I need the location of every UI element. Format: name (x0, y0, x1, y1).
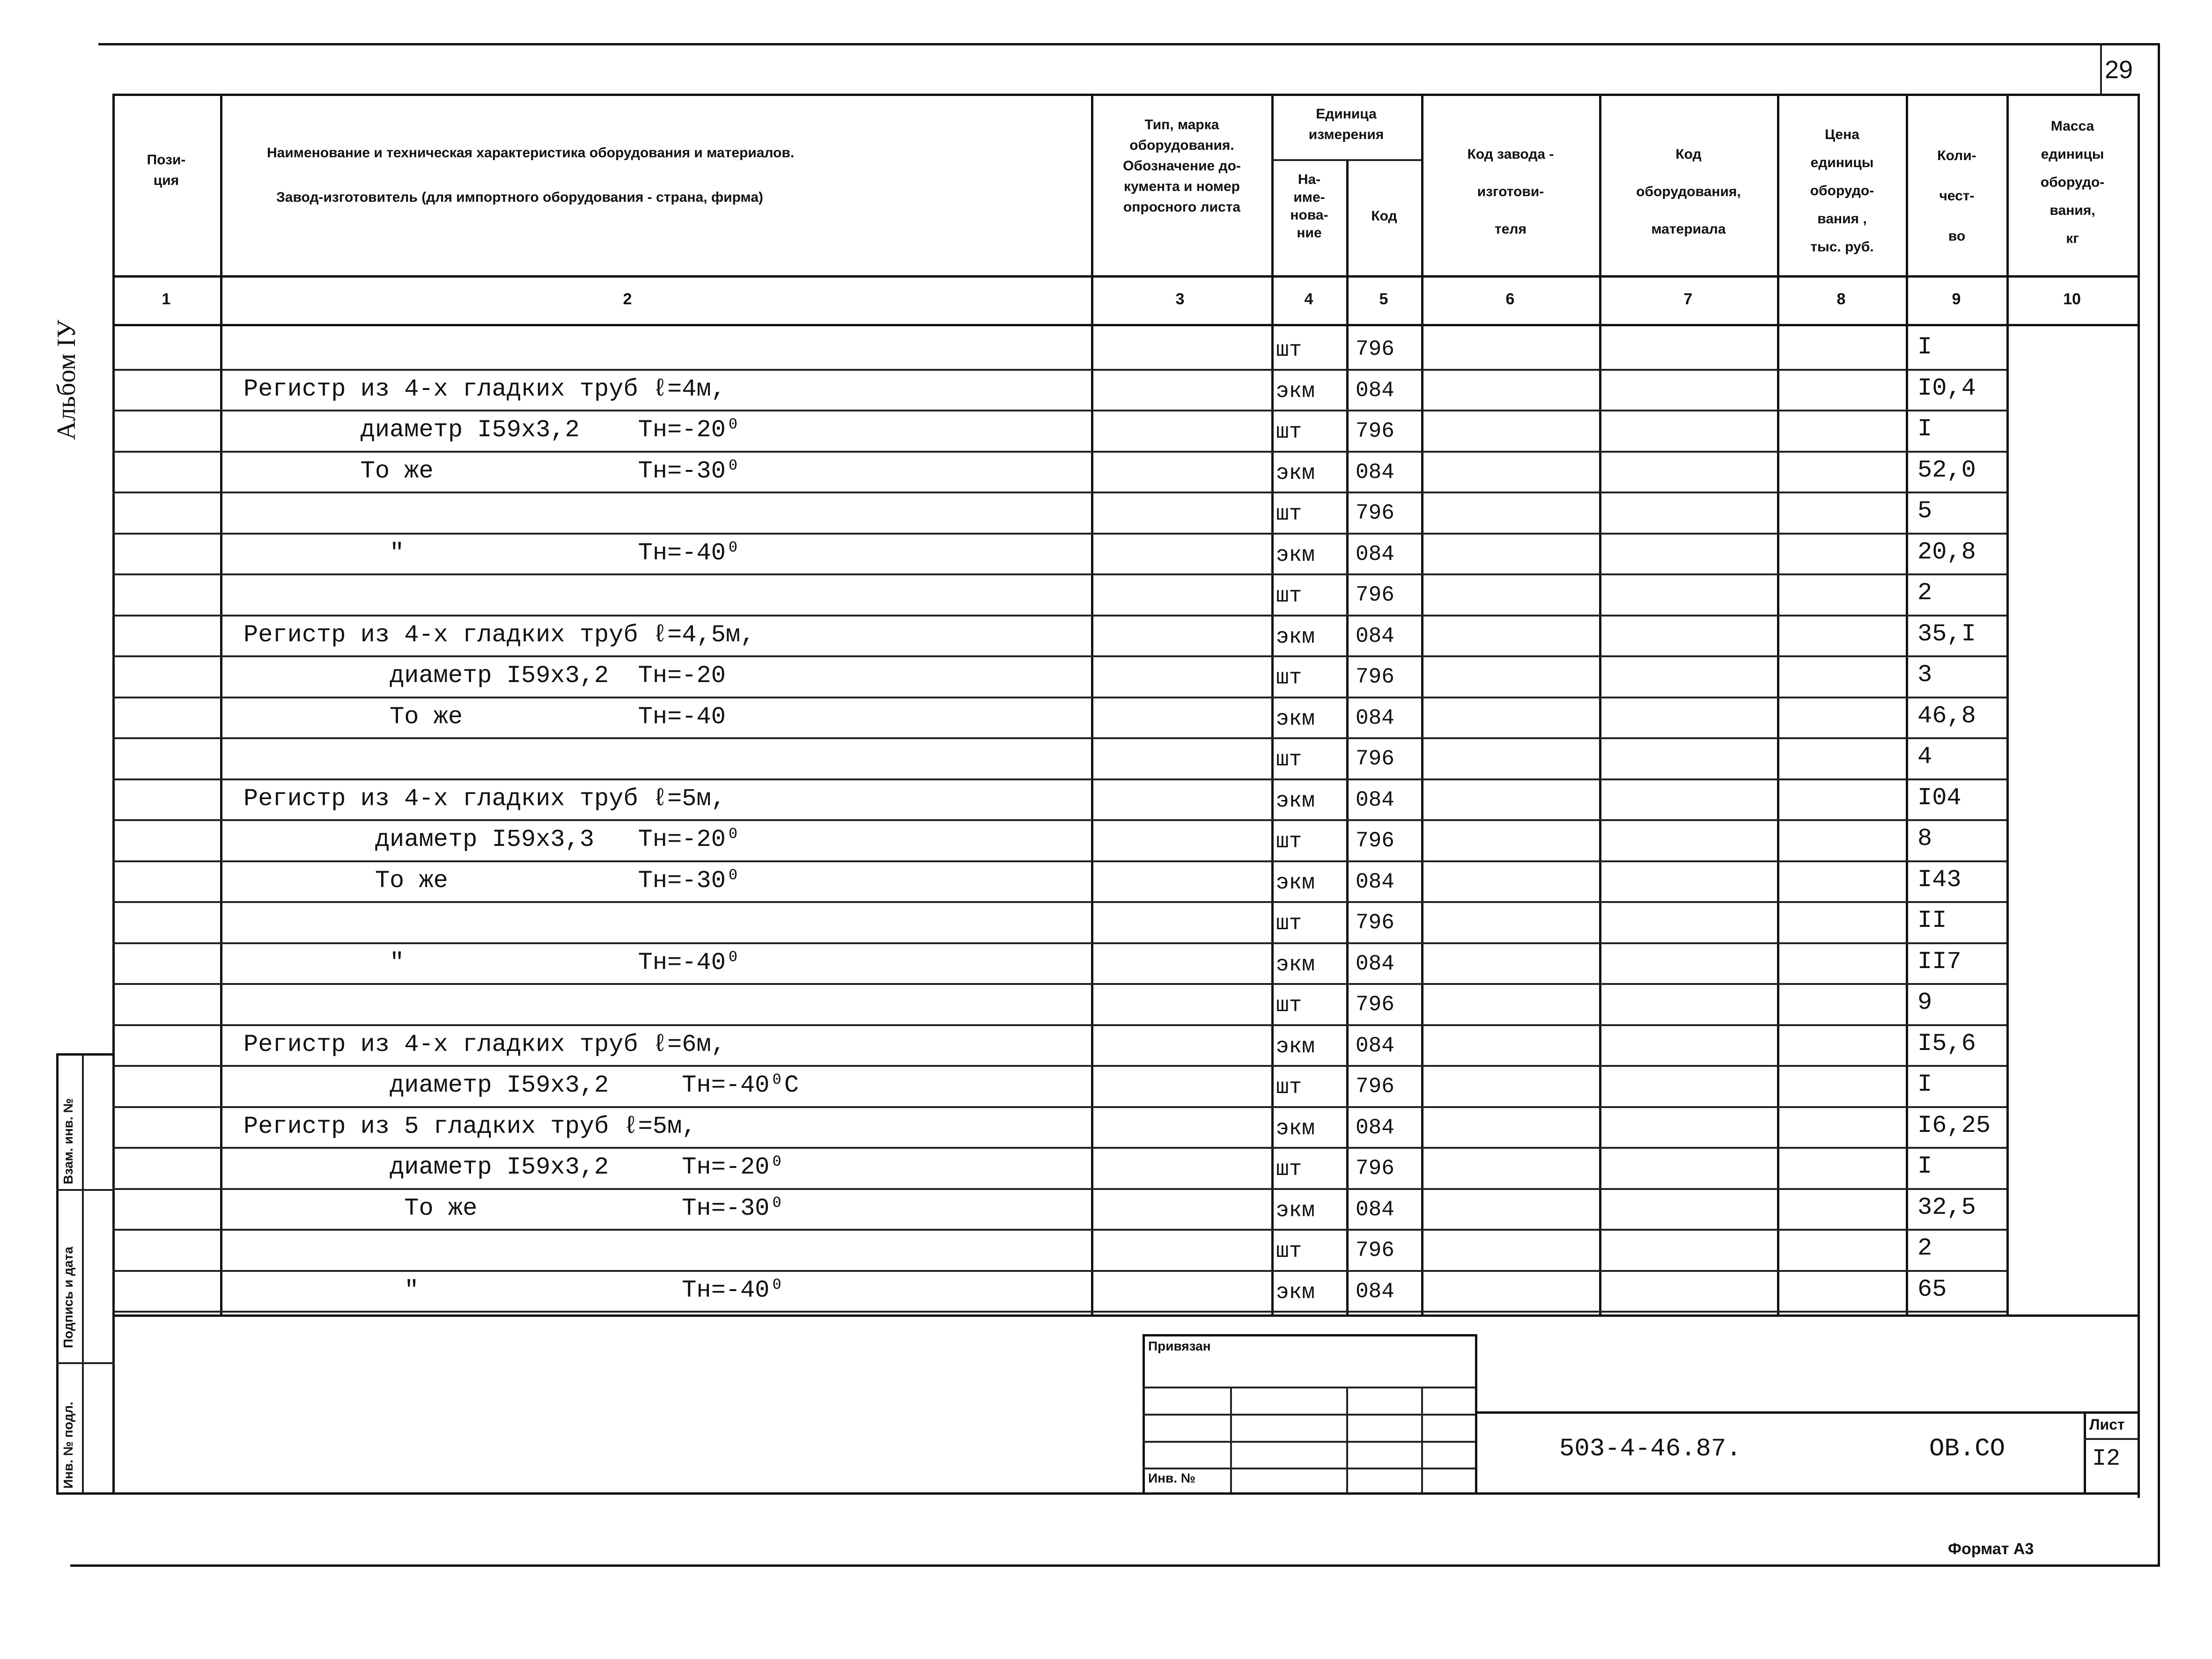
header-bottom (112, 275, 2140, 278)
document-suffix: ОВ.СО (1929, 1435, 2006, 1463)
row-divider (112, 901, 2006, 903)
item-name: диаметр I59х3,3 Тн=-20⁰ (243, 826, 741, 853)
unit-code: 796 (1356, 665, 1394, 689)
colnum-9: 9 (1952, 290, 1961, 308)
table-right (2138, 94, 2140, 1498)
colnum-7: 7 (1683, 290, 1693, 308)
quantity: I0,4 (1917, 374, 1976, 402)
unit-code: 084 (1356, 378, 1394, 403)
row-divider (112, 451, 2006, 453)
bottom-border (70, 1564, 2159, 1567)
item-name: Регистр из 4-х гладких труб ℓ=4м, (243, 375, 726, 403)
privyazan-row1 (1143, 1387, 1475, 1388)
quantity: 9 (1917, 989, 1932, 1016)
privyazan-col3 (1421, 1387, 1423, 1492)
quantity: I (1917, 415, 1932, 443)
row-divider (112, 1188, 2006, 1190)
colnum-bottom (112, 324, 2140, 326)
item-name: То же Тн=-30⁰ (243, 866, 741, 895)
quantity: 20,8 (1917, 538, 1976, 566)
quantity: I (1917, 333, 1932, 361)
quantity: 52,0 (1917, 456, 1976, 484)
unit-code: 084 (1356, 1033, 1394, 1058)
unit-code: 084 (1356, 460, 1394, 484)
item-name: То же Тн=-30⁰ (243, 457, 741, 485)
col-sep-5 (1421, 94, 1423, 1315)
header-factory-code: Код завода - изготови- теля (1467, 147, 1554, 237)
unit-code: 796 (1356, 829, 1394, 853)
col-sep-8 (1906, 94, 1908, 1315)
unit-code: 084 (1356, 787, 1394, 812)
unit-code: 796 (1356, 583, 1394, 607)
header-mass: Масса единицы оборудо- вания, кг (2040, 118, 2105, 246)
unit-name: шт (1276, 1075, 1302, 1100)
quantity: 5 (1917, 497, 1932, 525)
unit-name: шт (1276, 748, 1302, 772)
unit-name: экм (1276, 1034, 1315, 1059)
unit-name: экм (1276, 706, 1315, 731)
header-name-line1: Наименование и техническая характеристика оборудования и материалов. (267, 145, 795, 161)
unit-name: шт (1276, 666, 1302, 690)
doc-area-top (1475, 1411, 2138, 1414)
side-stamp-bottom (56, 1492, 115, 1495)
unit-name: экм (1276, 870, 1315, 895)
side-stamp-div1 (56, 1189, 115, 1191)
row-divider (112, 1024, 2006, 1026)
unit-code: 084 (1356, 705, 1394, 730)
album-label: Альбом IУ (52, 319, 81, 440)
row-divider (112, 737, 2006, 739)
row-divider (112, 1147, 2006, 1149)
title-block-bottom (112, 1492, 2140, 1495)
quantity: I (1917, 1152, 1932, 1180)
unit-name: шт (1276, 420, 1302, 444)
quantity: I (1917, 1071, 1932, 1098)
unit-code: 084 (1356, 951, 1394, 976)
row-divider (112, 410, 2006, 411)
header-unit-code: Код (1371, 208, 1397, 224)
unit-code: 796 (1356, 1156, 1394, 1181)
col-sep-9 (2006, 94, 2009, 1315)
quantity: II (1917, 907, 1947, 934)
item-name: " Тн=-40⁰ (243, 948, 741, 976)
sheet-number: 29 (2105, 56, 2133, 84)
quantity: I04 (1917, 784, 1961, 812)
header-type: Тип, марка оборудования. Обозначение до- кумента и номер опросного листа (1123, 117, 1241, 215)
title-block-top (112, 1314, 2140, 1317)
quantity: 35,I (1917, 620, 1976, 648)
colnum-1: 1 (162, 290, 171, 308)
quantity: 4 (1917, 743, 1932, 771)
quantity: 2 (1917, 1234, 1932, 1262)
item-name: Регистр из 5 гладких труб ℓ=5м, (243, 1112, 697, 1140)
privyazan-col1 (1230, 1387, 1232, 1492)
side-stamp-left (56, 1053, 59, 1493)
colnum-2: 2 (623, 290, 632, 308)
item-name: То же Тн=-30⁰ (243, 1194, 784, 1222)
quantity: I5,6 (1917, 1029, 1976, 1057)
sign-date-label: Подпись и дата (61, 1247, 75, 1348)
unit-code: 796 (1356, 501, 1394, 525)
row-divider (112, 983, 2006, 985)
unit-name: экм (1276, 543, 1315, 567)
unit-name: шт (1276, 1239, 1302, 1263)
unit-name: шт (1276, 584, 1302, 608)
unit-name: экм (1276, 952, 1315, 977)
vzam-inv-label: Взам. инв. № (61, 1098, 75, 1184)
unit-name: экм (1276, 379, 1315, 404)
quantity: 2 (1917, 579, 1932, 607)
unit-name: экм (1276, 461, 1315, 485)
unit-code: 796 (1356, 419, 1394, 443)
row-divider (112, 942, 2006, 944)
unit-name: экм (1276, 1116, 1315, 1141)
inv-no-label: Инв. № (1148, 1471, 1196, 1485)
item-name: Регистр из 4-х гладких труб ℓ=6м, (243, 1030, 726, 1058)
document-code: 503-4-46.87. (1559, 1435, 1741, 1463)
row-divider (112, 615, 2006, 617)
header-name-line2: Завод-изготовитель (для импортного оборудования - страна, фирма) (276, 190, 763, 205)
unit-code: 796 (1356, 992, 1394, 1017)
side-stamp-div2 (56, 1362, 115, 1364)
top-border (98, 43, 2159, 45)
quantity: 3 (1917, 661, 1932, 689)
item-name: диаметр I59х3,2 Тн=-40⁰С (243, 1072, 799, 1099)
unit-group-divider (1271, 159, 1421, 161)
colnum-3: 3 (1175, 290, 1185, 308)
unit-name: шт (1276, 502, 1302, 526)
unit-code: 796 (1356, 747, 1394, 771)
quantity: I6,25 (1917, 1111, 1991, 1139)
col-sep-3 (1271, 94, 1274, 1315)
row-divider (112, 860, 2006, 862)
unit-name: шт (1276, 830, 1302, 854)
list-box-left (2084, 1411, 2086, 1492)
format-label: Формат А3 (1948, 1540, 2034, 1558)
item-name: диаметр I59х3,2 Тн=-20⁰ (243, 1153, 784, 1181)
privyazan-row3 (1143, 1441, 1475, 1443)
unit-name: экм (1276, 624, 1315, 649)
right-border (2158, 43, 2160, 1567)
unit-code: 084 (1356, 1197, 1394, 1222)
row-divider (112, 492, 2006, 493)
item-name: Регистр из 4-х гладких труб ℓ=5м, (243, 785, 726, 813)
list-label: Лист (2089, 1416, 2125, 1433)
unit-name: шт (1276, 338, 1302, 362)
col-sep-2 (1091, 94, 1093, 1315)
col-sep-1 (220, 94, 222, 1315)
col-sep-7 (1777, 94, 1779, 1315)
quantity: II7 (1917, 947, 1961, 976)
privyazan-label: Привязан (1148, 1339, 1211, 1353)
item-name: " Тн=-40⁰ (243, 1276, 784, 1304)
item-name: " Тн=-40⁰ (243, 539, 741, 567)
inv-podl-label: Инв. № подл. (61, 1402, 75, 1489)
unit-name: шт (1276, 1157, 1302, 1182)
row-divider (112, 533, 2006, 535)
list-number: I2 (2092, 1446, 2121, 1472)
privyazan-row4 (1143, 1468, 1475, 1469)
col-sep-6 (1599, 94, 1601, 1315)
header-position: Пози- ция (147, 152, 186, 188)
privyazan-col2 (1346, 1387, 1348, 1492)
item-name: диаметр I59х3,2 Тн=-20⁰ (243, 416, 741, 444)
row-divider (112, 1106, 2006, 1108)
privyazan-row2 (1143, 1414, 1475, 1416)
row-divider (112, 1229, 2006, 1231)
header-price: Цена единицы оборудо- вания , тыс. руб. (1810, 127, 1874, 255)
colnum-10: 10 (2063, 290, 2081, 308)
table-left (112, 94, 115, 1493)
colnum-4: 4 (1304, 290, 1313, 308)
privyazan-top (1143, 1334, 1475, 1336)
quantity: I43 (1917, 866, 1961, 894)
unit-code: 084 (1356, 624, 1394, 648)
colnum-8: 8 (1836, 290, 1846, 308)
header-unit-group: Единица измерения (1308, 106, 1384, 142)
item-name: То же Тн=-40 (243, 703, 726, 731)
list-box-divider (2084, 1438, 2138, 1440)
row-divider (112, 778, 2006, 780)
header-quantity: Коли- чест- во (1937, 148, 1976, 244)
unit-code: 084 (1356, 1279, 1394, 1304)
row-divider (112, 697, 2006, 698)
side-stamp-top (56, 1053, 115, 1056)
header-unit-name: На- име- нова- ние (1290, 172, 1328, 241)
unit-name: экм (1276, 1280, 1315, 1305)
unit-code: 796 (1356, 910, 1394, 935)
row-divider (112, 1270, 2006, 1272)
unit-code: 084 (1356, 869, 1394, 894)
row-divider (112, 1065, 2006, 1067)
unit-code: 796 (1356, 1238, 1394, 1263)
quantity: 32,5 (1917, 1193, 1976, 1221)
colnum-6: 6 (1505, 290, 1515, 308)
unit-code: 084 (1356, 542, 1394, 566)
row-divider (112, 573, 2006, 575)
unit-code: 796 (1356, 337, 1394, 361)
item-name: диаметр I59х3,2 Тн=-20 (243, 662, 726, 690)
item-name: Регистр из 4-х гладких труб ℓ=4,5м, (243, 621, 755, 649)
unit-code: 796 (1356, 1074, 1394, 1099)
row-divider (112, 1311, 2006, 1313)
side-stamp-mid (82, 1053, 84, 1493)
quantity: 65 (1917, 1275, 1947, 1303)
unit-name: экм (1276, 1198, 1315, 1223)
quantity: 46,8 (1917, 702, 1976, 730)
row-divider (112, 655, 2006, 657)
unit-code: 084 (1356, 1115, 1394, 1140)
row-divider (112, 369, 2006, 371)
row-divider (112, 819, 2006, 821)
unit-name: шт (1276, 911, 1302, 936)
sheet-number-box-left (2100, 43, 2102, 95)
colnum-5: 5 (1379, 290, 1388, 308)
header-equipment-code: Код оборудования, материала (1636, 147, 1741, 237)
table-top (112, 94, 2140, 96)
quantity: 8 (1917, 825, 1932, 852)
unit-name: шт (1276, 993, 1302, 1018)
unit-name: экм (1276, 788, 1315, 813)
